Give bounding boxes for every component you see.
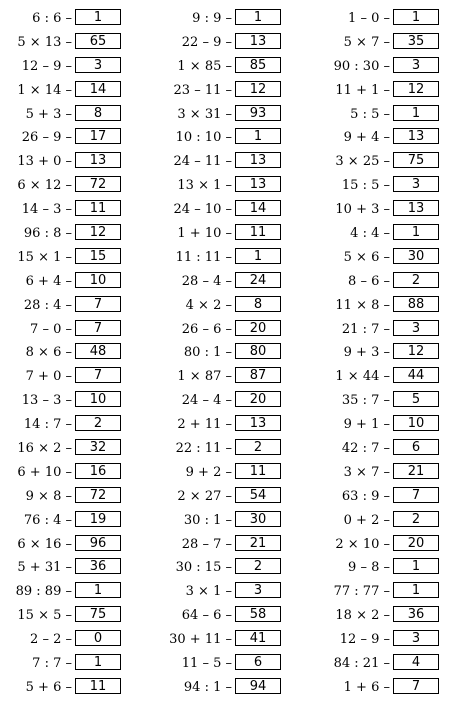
problem-row bbox=[160, 270, 290, 294]
answer-box[interactable]: 10 bbox=[393, 415, 439, 431]
problem-expression: 9 + 4 – bbox=[343, 130, 390, 146]
problem-row bbox=[0, 198, 130, 222]
problem-expression: 6 + 4 – bbox=[25, 273, 72, 289]
answer-box[interactable]: 7 bbox=[75, 367, 121, 383]
problem-expression: 22 – 9 – bbox=[181, 34, 232, 50]
answer-box[interactable]: 0 bbox=[75, 630, 121, 646]
answer-box[interactable]: 94 bbox=[235, 678, 281, 694]
answer-box[interactable]: 96 bbox=[75, 535, 121, 551]
problem-expression: 89 : 89 – bbox=[15, 584, 72, 600]
problem-row bbox=[318, 533, 448, 557]
problem-expression: 9 – 8 – bbox=[348, 560, 390, 576]
problem-row bbox=[318, 270, 448, 294]
problem-row bbox=[0, 126, 130, 150]
answer-box[interactable]: 1 bbox=[235, 248, 281, 264]
problem-expression: 13 × 1 – bbox=[177, 178, 232, 194]
problem-row bbox=[318, 509, 448, 533]
problem-expression: 2 + 11 – bbox=[177, 417, 232, 433]
answer-box[interactable]: 11 bbox=[235, 463, 281, 479]
problem-row bbox=[318, 485, 448, 509]
problem-expression: 5 × 6 – bbox=[343, 249, 390, 265]
problem-expression: 5 × 7 – bbox=[343, 34, 390, 50]
problem-row bbox=[0, 509, 130, 533]
problem-row bbox=[160, 509, 290, 533]
problem-expression: 2 × 27 – bbox=[177, 488, 232, 504]
problem-row bbox=[160, 533, 290, 557]
answer-box[interactable]: 13 bbox=[235, 152, 281, 168]
answer-box[interactable]: 13 bbox=[393, 200, 439, 216]
column-3 bbox=[318, 7, 448, 700]
problem-row bbox=[318, 556, 448, 580]
answer-box[interactable]: 7 bbox=[393, 487, 439, 503]
problem-row bbox=[318, 126, 448, 150]
problem-expression: 35 : 7 – bbox=[341, 393, 390, 409]
problem-row bbox=[0, 103, 130, 127]
problem-row bbox=[160, 341, 290, 365]
problem-row bbox=[160, 556, 290, 580]
answer-box[interactable]: 6 bbox=[235, 654, 281, 670]
problem-row bbox=[0, 270, 130, 294]
answer-box[interactable]: 7 bbox=[75, 320, 121, 336]
answer-box[interactable]: 36 bbox=[393, 606, 439, 622]
answer-box[interactable]: 75 bbox=[393, 152, 439, 168]
problem-row bbox=[160, 628, 290, 652]
problem-row bbox=[0, 341, 130, 365]
column-2 bbox=[160, 7, 290, 700]
answer-box[interactable]: 11 bbox=[75, 200, 121, 216]
problem-row bbox=[0, 246, 130, 270]
answer-box[interactable]: 30 bbox=[235, 511, 281, 527]
problem-expression: 4 : 4 – bbox=[350, 226, 390, 242]
problem-row bbox=[318, 676, 448, 700]
problem-expression: 9 + 3 – bbox=[343, 345, 390, 361]
problem-row bbox=[318, 628, 448, 652]
problem-expression: 84 : 21 – bbox=[333, 656, 390, 672]
problem-row bbox=[160, 55, 290, 79]
answer-box[interactable]: 21 bbox=[235, 535, 281, 551]
problem-row bbox=[0, 389, 130, 413]
problem-row bbox=[0, 652, 130, 676]
problem-expression: 96 : 8 – bbox=[23, 226, 72, 242]
problem-row bbox=[0, 31, 130, 55]
problem-expression: 11 – 5 – bbox=[181, 656, 232, 672]
column-1 bbox=[0, 7, 130, 700]
problem-expression: 4 × 2 – bbox=[185, 297, 232, 313]
problem-row bbox=[0, 533, 130, 557]
problem-expression: 3 × 7 – bbox=[343, 464, 390, 480]
problem-expression: 63 : 9 – bbox=[341, 488, 390, 504]
problem-row bbox=[160, 413, 290, 437]
problem-row bbox=[318, 341, 448, 365]
problem-row bbox=[160, 198, 290, 222]
problem-expression: 8 – 6 – bbox=[348, 273, 390, 289]
problem-row bbox=[0, 174, 130, 198]
problem-expression: 7 – 0 – bbox=[30, 321, 72, 337]
answer-box[interactable]: 2 bbox=[235, 439, 281, 455]
answer-box[interactable]: 72 bbox=[75, 487, 121, 503]
answer-box[interactable]: 72 bbox=[75, 176, 121, 192]
problem-row bbox=[0, 222, 130, 246]
problem-expression: 15 : 5 – bbox=[341, 178, 390, 194]
answer-box[interactable]: 10 bbox=[75, 272, 121, 288]
problem-expression: 76 : 4 – bbox=[23, 512, 72, 528]
answer-box[interactable]: 58 bbox=[235, 606, 281, 622]
problem-expression: 23 – 11 – bbox=[173, 82, 232, 98]
problem-expression: 94 : 1 – bbox=[183, 679, 232, 695]
answer-box[interactable]: 3 bbox=[75, 57, 121, 73]
problem-expression: 14 – 3 – bbox=[21, 202, 72, 218]
answer-box[interactable]: 6 bbox=[393, 439, 439, 455]
problem-expression: 1 + 6 – bbox=[343, 679, 390, 695]
answer-box[interactable]: 24 bbox=[235, 272, 281, 288]
problem-expression: 42 : 7 – bbox=[341, 441, 390, 457]
problem-expression: 28 – 7 – bbox=[181, 536, 232, 552]
answer-box[interactable]: 16 bbox=[75, 463, 121, 479]
answer-box[interactable]: 1 bbox=[75, 654, 121, 670]
problem-expression: 9 + 2 – bbox=[185, 464, 232, 480]
answer-box[interactable]: 2 bbox=[393, 272, 439, 288]
answer-box[interactable]: 13 bbox=[393, 128, 439, 144]
problem-expression: 30 : 1 – bbox=[183, 512, 232, 528]
problem-expression: 77 : 77 – bbox=[333, 584, 390, 600]
problem-row bbox=[318, 318, 448, 342]
answer-box[interactable]: 1 bbox=[75, 9, 121, 25]
problem-expression: 6 × 16 – bbox=[17, 536, 72, 552]
problem-row bbox=[160, 222, 290, 246]
problem-row bbox=[0, 604, 130, 628]
problem-row bbox=[0, 628, 130, 652]
answer-box[interactable]: 17 bbox=[75, 128, 121, 144]
problem-row bbox=[318, 222, 448, 246]
problem-row bbox=[160, 652, 290, 676]
problem-row bbox=[160, 365, 290, 389]
problem-row bbox=[0, 413, 130, 437]
answer-box[interactable]: 11 bbox=[75, 678, 121, 694]
answer-box[interactable]: 15 bbox=[75, 248, 121, 264]
problem-row bbox=[160, 437, 290, 461]
answer-box[interactable]: 87 bbox=[235, 367, 281, 383]
problem-expression: 11 : 11 – bbox=[175, 249, 232, 265]
problem-row bbox=[0, 437, 130, 461]
answer-box[interactable]: 44 bbox=[393, 367, 439, 383]
problem-row bbox=[160, 676, 290, 700]
problem-row bbox=[160, 580, 290, 604]
problem-expression: 26 – 9 – bbox=[21, 130, 72, 146]
answer-box[interactable]: 1 bbox=[393, 582, 439, 598]
answer-box[interactable]: 1 bbox=[235, 9, 281, 25]
problem-expression: 13 – 3 – bbox=[21, 393, 72, 409]
problem-row bbox=[318, 294, 448, 318]
problem-expression: 5 × 13 – bbox=[17, 34, 72, 50]
problem-row bbox=[160, 294, 290, 318]
answer-box[interactable]: 88 bbox=[393, 296, 439, 312]
problem-row bbox=[160, 461, 290, 485]
problem-row bbox=[160, 174, 290, 198]
answer-box[interactable]: 1 bbox=[235, 128, 281, 144]
problem-expression: 30 + 11 – bbox=[169, 632, 232, 648]
answer-box[interactable]: 2 bbox=[235, 558, 281, 574]
problem-expression: 15 × 1 – bbox=[17, 249, 72, 265]
problem-row bbox=[0, 556, 130, 580]
answer-box[interactable]: 35 bbox=[393, 33, 439, 49]
answer-box[interactable]: 12 bbox=[393, 81, 439, 97]
problem-row bbox=[318, 365, 448, 389]
answer-box[interactable]: 3 bbox=[393, 57, 439, 73]
answer-box[interactable]: 10 bbox=[75, 391, 121, 407]
problem-expression: 9 × 8 – bbox=[25, 488, 72, 504]
problem-row bbox=[318, 604, 448, 628]
problem-expression: 22 : 11 – bbox=[175, 441, 232, 457]
problem-expression: 9 + 1 – bbox=[343, 417, 390, 433]
problem-row bbox=[160, 604, 290, 628]
problem-row bbox=[160, 318, 290, 342]
problem-expression: 5 + 31 – bbox=[17, 560, 72, 576]
problem-expression: 5 + 6 – bbox=[25, 679, 72, 695]
answer-box[interactable]: 32 bbox=[75, 439, 121, 455]
problem-expression: 11 × 8 – bbox=[335, 297, 390, 313]
answer-box[interactable]: 3 bbox=[235, 582, 281, 598]
problem-expression: 11 + 1 – bbox=[335, 82, 390, 98]
answer-box[interactable]: 1 bbox=[393, 9, 439, 25]
problem-expression: 2 – 2 – bbox=[30, 632, 72, 648]
problem-row bbox=[160, 79, 290, 103]
problem-row bbox=[0, 318, 130, 342]
answer-box[interactable]: 8 bbox=[75, 105, 121, 121]
problem-expression: 24 – 11 – bbox=[173, 154, 232, 170]
problem-row bbox=[0, 676, 130, 700]
problem-expression: 28 : 4 – bbox=[23, 297, 72, 313]
problem-expression: 12 – 9 – bbox=[339, 632, 390, 648]
answer-box[interactable]: 13 bbox=[235, 415, 281, 431]
answer-box[interactable]: 14 bbox=[75, 81, 121, 97]
answer-box[interactable]: 2 bbox=[75, 415, 121, 431]
problem-row bbox=[160, 485, 290, 509]
answer-box[interactable]: 20 bbox=[235, 391, 281, 407]
problem-expression: 13 + 0 – bbox=[17, 154, 72, 170]
answer-box[interactable]: 19 bbox=[75, 511, 121, 527]
problem-row bbox=[318, 652, 448, 676]
problem-expression: 10 : 10 – bbox=[175, 130, 232, 146]
answer-box[interactable]: 65 bbox=[75, 33, 121, 49]
answer-box[interactable]: 3 bbox=[393, 630, 439, 646]
answer-box[interactable]: 85 bbox=[235, 57, 281, 73]
problem-expression: 3 × 31 – bbox=[177, 106, 232, 122]
problem-expression: 1 × 85 – bbox=[177, 58, 232, 74]
problem-row bbox=[318, 246, 448, 270]
problem-row bbox=[160, 126, 290, 150]
problem-row bbox=[318, 7, 448, 31]
problem-row bbox=[318, 31, 448, 55]
problem-row bbox=[160, 389, 290, 413]
answer-box[interactable]: 4 bbox=[393, 654, 439, 670]
answer-box[interactable]: 1 bbox=[75, 582, 121, 598]
problem-row bbox=[160, 150, 290, 174]
answer-box[interactable]: 11 bbox=[235, 224, 281, 240]
answer-box[interactable]: 41 bbox=[235, 630, 281, 646]
problem-expression: 6 + 10 – bbox=[17, 464, 72, 480]
problem-expression: 1 + 10 – bbox=[177, 226, 232, 242]
problem-row bbox=[0, 150, 130, 174]
answer-box[interactable]: 13 bbox=[75, 152, 121, 168]
problem-expression: 3 × 1 – bbox=[185, 584, 232, 600]
problem-row bbox=[318, 79, 448, 103]
problem-expression: 1 × 14 – bbox=[17, 82, 72, 98]
problem-row bbox=[318, 55, 448, 79]
problem-row bbox=[160, 103, 290, 127]
problem-expression: 64 – 6 – bbox=[181, 608, 232, 624]
problem-row bbox=[318, 150, 448, 174]
problem-row bbox=[318, 580, 448, 604]
problem-expression: 1 × 87 – bbox=[177, 369, 232, 385]
answer-box[interactable]: 13 bbox=[235, 33, 281, 49]
problem-expression: 8 × 6 – bbox=[25, 345, 72, 361]
problem-row bbox=[318, 198, 448, 222]
answer-box[interactable]: 12 bbox=[393, 343, 439, 359]
problem-expression: 80 : 1 – bbox=[183, 345, 232, 361]
answer-box[interactable]: 7 bbox=[75, 296, 121, 312]
problem-expression: 12 – 9 – bbox=[21, 58, 72, 74]
problem-row bbox=[0, 294, 130, 318]
problem-expression: 0 + 2 – bbox=[343, 512, 390, 528]
problem-expression: 7 : 7 – bbox=[32, 656, 72, 672]
problem-row bbox=[0, 7, 130, 31]
problem-row bbox=[160, 7, 290, 31]
problem-row bbox=[318, 103, 448, 127]
problem-expression: 24 – 4 – bbox=[181, 393, 232, 409]
problem-expression: 26 – 6 – bbox=[181, 321, 232, 337]
answer-box[interactable]: 8 bbox=[235, 296, 281, 312]
problem-expression: 5 : 5 – bbox=[350, 106, 390, 122]
answer-box[interactable]: 20 bbox=[393, 535, 439, 551]
answer-box[interactable]: 75 bbox=[75, 606, 121, 622]
answer-box[interactable]: 21 bbox=[393, 463, 439, 479]
problem-expression: 10 + 3 – bbox=[335, 202, 390, 218]
answer-box[interactable]: 12 bbox=[235, 81, 281, 97]
answer-box[interactable]: 80 bbox=[235, 343, 281, 359]
answer-box[interactable]: 3 bbox=[393, 320, 439, 336]
problem-expression: 9 : 9 – bbox=[192, 11, 232, 26]
answer-box[interactable]: 1 bbox=[393, 224, 439, 240]
problem-expression: 15 × 5 – bbox=[17, 608, 72, 624]
problem-expression: 21 : 7 – bbox=[341, 321, 390, 337]
problem-row bbox=[0, 461, 130, 485]
answer-box[interactable]: 1 bbox=[393, 105, 439, 121]
problem-expression: 1 × 44 – bbox=[335, 369, 390, 385]
problem-row bbox=[318, 413, 448, 437]
problem-expression: 14 : 7 – bbox=[23, 417, 72, 433]
answer-box[interactable]: 54 bbox=[235, 487, 281, 503]
answer-box[interactable]: 36 bbox=[75, 558, 121, 574]
answer-box[interactable]: 3 bbox=[393, 176, 439, 192]
problem-row bbox=[0, 485, 130, 509]
problem-expression: 30 : 15 – bbox=[175, 560, 232, 576]
problem-expression: 18 × 2 – bbox=[335, 608, 390, 624]
problem-expression: 28 – 4 – bbox=[181, 273, 232, 289]
answer-box[interactable]: 5 bbox=[393, 391, 439, 407]
answer-box[interactable]: 13 bbox=[235, 176, 281, 192]
problem-row bbox=[318, 389, 448, 413]
problem-expression: 90 : 30 – bbox=[333, 58, 390, 74]
problem-expression: 3 × 25 – bbox=[335, 154, 390, 170]
answer-box[interactable]: 12 bbox=[75, 224, 121, 240]
problem-expression: 24 – 10 – bbox=[173, 202, 232, 218]
problem-expression: 6 : 6 – bbox=[32, 11, 72, 26]
problem-expression: 16 × 2 – bbox=[17, 441, 72, 457]
problem-row bbox=[318, 437, 448, 461]
problem-row bbox=[318, 461, 448, 485]
answer-box[interactable]: 7 bbox=[393, 678, 439, 694]
answer-box[interactable]: 1 bbox=[393, 558, 439, 574]
problem-row bbox=[0, 79, 130, 103]
answer-box[interactable]: 93 bbox=[235, 105, 281, 121]
problem-row bbox=[0, 55, 130, 79]
answer-box[interactable]: 30 bbox=[393, 248, 439, 264]
problem-row bbox=[160, 31, 290, 55]
problem-row bbox=[0, 365, 130, 389]
problem-expression: 6 × 12 – bbox=[17, 178, 72, 194]
problem-expression: 7 + 0 – bbox=[25, 369, 72, 385]
problem-expression: 1 – 0 – bbox=[348, 11, 390, 26]
problem-row bbox=[160, 246, 290, 270]
answer-box[interactable]: 2 bbox=[393, 511, 439, 527]
problem-expression: 2 × 10 – bbox=[335, 536, 390, 552]
answer-box[interactable]: 48 bbox=[75, 343, 121, 359]
answer-box[interactable]: 20 bbox=[235, 320, 281, 336]
problem-expression: 5 + 3 – bbox=[25, 106, 72, 122]
problem-row bbox=[0, 580, 130, 604]
answer-box[interactable]: 14 bbox=[235, 200, 281, 216]
problem-row bbox=[318, 174, 448, 198]
